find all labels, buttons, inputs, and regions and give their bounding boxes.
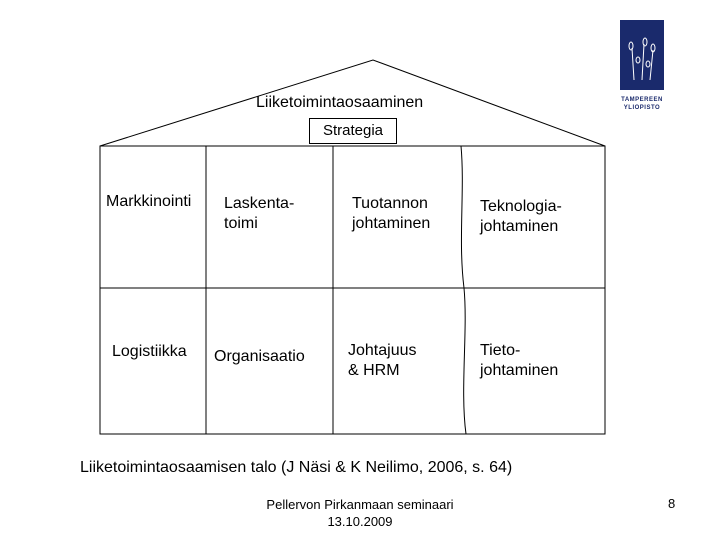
page-number: 8: [668, 496, 676, 511]
column-divider-3: [461, 146, 466, 434]
strategy-box: Strategia: [309, 118, 397, 144]
footer-event: Pellervon Pirkanmaan seminaari: [266, 497, 454, 512]
footer: [230, 496, 490, 530]
cell-organisaatio: Organisaatio: [214, 348, 305, 365]
cell-logistiikka: Logistiikka: [112, 343, 187, 360]
cell-johtajuus-hrm: Johtajuus & HRM: [348, 342, 417, 379]
logo-emblem-icon: [620, 20, 664, 90]
house-walls: [100, 146, 605, 434]
logo-text: [610, 96, 674, 112]
footer-date: 13.10.2009: [327, 514, 393, 529]
roof-title: Liiketoimintaosaaminen: [256, 94, 424, 111]
cell-teknologiajohtaminen: Teknologia- johtaminen: [480, 198, 562, 235]
cell-tietojohtaminen: Tieto- johtaminen: [480, 342, 559, 379]
logo-text-line1: TAMPEREEN: [621, 97, 663, 103]
logo-text-line2: YLIOPISTO: [623, 105, 661, 111]
university-logo: [620, 20, 664, 90]
cell-laskentatoimi: Laskenta- toimi: [224, 195, 295, 232]
diagram-caption: Liiketoimintaosaamisen talo (J Näsi & K Neilimo, 2006, s. 64): [80, 459, 513, 476]
cell-tuotannon-johtaminen: Tuotannon johtaminen: [352, 195, 431, 232]
cell-markkinointi: Markkinointi: [106, 193, 192, 210]
